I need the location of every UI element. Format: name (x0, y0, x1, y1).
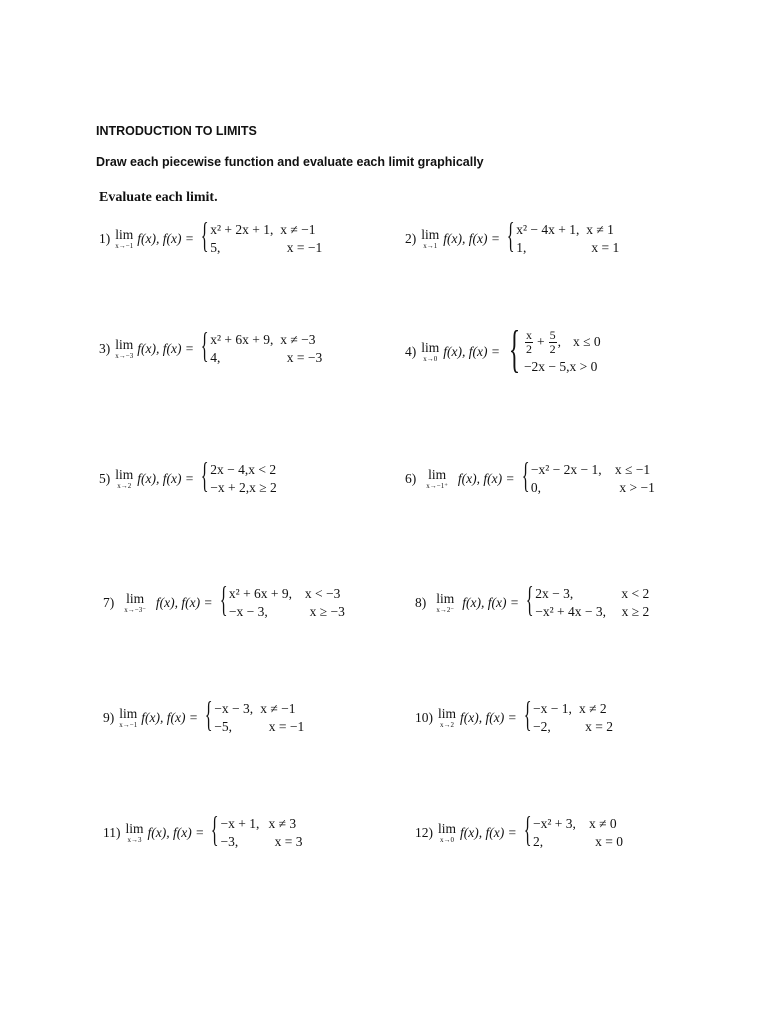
problem-2 (405, 215, 620, 257)
function-definition: f(x), f(x) = (147, 825, 205, 841)
problem-8 (415, 579, 650, 621)
piecewise-cases (229, 585, 345, 621)
piecewise-brace: { x² − 4x + 1, x ≠ 1 1, x = 1 (504, 221, 619, 257)
problem-number: 12) (415, 825, 433, 841)
case-row: x² + 6x + 9, x ≠ −3 (210, 332, 316, 347)
problem-number: 9) (103, 710, 115, 726)
instructions: Draw each piecewise function and evaluate each limit graphically (96, 155, 484, 169)
case-row: $\frac{x}{2}$ + $\frac{5}{2}$ , x ≤ 0 (525, 328, 601, 356)
limit-operator (115, 228, 133, 251)
piecewise-brace: { −x² − 2x − 1, x ≤ −1 0, x > −1 (519, 461, 655, 497)
case-row: −x − 1, x ≠ 2 (533, 701, 607, 716)
piecewise-cases (531, 461, 655, 497)
limit-operator: lim x→−1⁺ (426, 466, 448, 491)
piecewise-brace: { x² + 2x + 1, x ≠ −1 5, x = −1 (198, 221, 322, 257)
problem-9 (103, 694, 305, 736)
case-row: −2, x = 2 (533, 719, 613, 735)
limit-operator: lim x→2 (438, 705, 457, 730)
fraction: $\frac{5}{2}$ (549, 328, 556, 356)
function-definition: f(x), f(x) = (137, 231, 194, 247)
problem-10 (415, 694, 613, 736)
problem-number: 6) (405, 471, 417, 487)
case-row: 2, x = 0 (533, 834, 623, 850)
problem-6 (405, 455, 655, 497)
case-row: −2x − 5, x > 0 (523, 359, 598, 375)
piecewise-brace: { −x² + 3, x ≠ 0 2, x = 0 (521, 815, 623, 851)
problem-7 (103, 579, 345, 621)
problem-number: 10) (415, 710, 433, 726)
case-row: −x − 3, x ≥ −3 (228, 604, 345, 620)
case-row: x² + 6x + 9, x < −3 (228, 586, 341, 601)
limit-operator: lim x→−3 (115, 336, 134, 361)
problem-12 (415, 809, 623, 851)
case-row: 2x − 3, x < 2 (535, 586, 650, 601)
piecewise-cases (210, 331, 322, 367)
piecewise-cases (516, 221, 619, 257)
page-title: INTRODUCTION TO LIMITS (96, 124, 257, 138)
function-definition: f(x), f(x) = (141, 710, 198, 726)
case-row: −x² + 4x − 3, x ≥ 2 (535, 604, 650, 620)
problem-number: 8) (415, 595, 427, 611)
limit-approach: x→−1 (115, 242, 134, 251)
problem-number: 11) (103, 825, 121, 841)
piecewise-brace: { −x − 3, x ≠ −1 −5, x = −1 (202, 700, 304, 736)
function-definition: f(x), f(x) = (462, 595, 519, 611)
section-heading: Evaluate each limit. (99, 190, 218, 205)
piecewise-cases (524, 329, 601, 375)
piecewise-brace: { x² + 6x + 9, x < −3 −x − 3, x ≥ −3 (217, 585, 345, 621)
case-row: 5, x = −1 (210, 240, 323, 256)
function-definition: f(x), f(x) = (460, 825, 517, 841)
limit-operator: lim x→1 (421, 226, 440, 251)
case-row: −3, x = 3 (220, 834, 303, 850)
function-definition: f(x), f(x) = (137, 341, 194, 357)
case-row: −x + 1, x ≠ 3 (220, 816, 297, 831)
case-row: 2x − 4, x < 2 (210, 462, 277, 477)
problem-number: 3) (99, 341, 111, 357)
problem-1 (99, 215, 323, 257)
problem-3 (99, 325, 323, 367)
function-definition: f(x), f(x) = (457, 471, 515, 487)
limit-operator: lim x→−1 (119, 705, 138, 730)
case-row: −x − 3, x ≠ −1 (214, 701, 296, 716)
function-definition: f(x), f(x) = (460, 710, 517, 726)
limit-operator: lim x→2⁻ (436, 590, 455, 615)
piecewise-cases (533, 815, 623, 851)
problem-number: 7) (103, 595, 115, 611)
problem-4 (405, 321, 601, 378)
limit-operator: lim x→3 (125, 820, 144, 845)
piecewise-brace: { $\frac{x}{2}$ + $\frac{5}{2}$ , x ≤ 0 −2x − 5, x > 0 (508, 321, 601, 378)
limit-operator: lim x→0 (421, 339, 440, 364)
case-row: −5, x = −1 (214, 719, 305, 735)
function-definition: f(x), f(x) = (155, 595, 213, 611)
piecewise-brace: { −x + 1, x ≠ 3 −3, x = 3 (208, 815, 302, 851)
piecewise-brace: { 2x − 4, x < 2 −x + 2, x ≥ 2 (198, 461, 277, 497)
piecewise-cases (533, 700, 613, 736)
case-row: x² + 2x + 1, x ≠ −1 (210, 222, 316, 237)
piecewise-brace: { −x − 1, x ≠ 2 −2, x = 2 (521, 700, 613, 736)
problem-number: 1) (99, 231, 111, 247)
fraction: $\frac{x}{2}$ (525, 328, 532, 356)
problem-number: 4) (405, 344, 417, 360)
function-definition: f(x), f(x) = (443, 344, 500, 360)
piecewise-cases (535, 585, 649, 621)
limit-operator: lim x→−3⁻ (124, 590, 146, 615)
limit-operator: lim x→0 (438, 820, 457, 845)
limit-operator: lim x→2 (115, 466, 134, 491)
case-row: x² − 4x + 1, x ≠ 1 (516, 222, 614, 237)
piecewise-brace: { 2x − 3, x < 2 −x² + 4x − 3, x ≥ 2 (523, 585, 649, 621)
problem-11 (103, 809, 303, 851)
case-row: 4, x = −3 (210, 350, 323, 366)
case-row: 1, x = 1 (516, 240, 620, 256)
piecewise-cases (214, 700, 304, 736)
problem-number: 5) (99, 471, 111, 487)
problem-number: 2) (405, 231, 417, 247)
case-row: −x² − 2x − 1, x ≤ −1 (530, 462, 651, 477)
function-definition: f(x), f(x) = (443, 231, 500, 247)
case-row: −x + 2, x ≥ 2 (210, 480, 277, 496)
piecewise-cases (210, 461, 277, 497)
piecewise-cases (221, 815, 303, 851)
case-row: 0, x > −1 (530, 480, 655, 496)
problem-5 (99, 455, 277, 497)
case-row: −x² + 3, x ≠ 0 (533, 816, 617, 831)
piecewise-cases (210, 221, 322, 257)
lim-word: lim (115, 226, 134, 242)
piecewise-brace: { x² + 6x + 9, x ≠ −3 4, x = −3 (198, 331, 322, 367)
function-definition: f(x), f(x) = (137, 471, 194, 487)
